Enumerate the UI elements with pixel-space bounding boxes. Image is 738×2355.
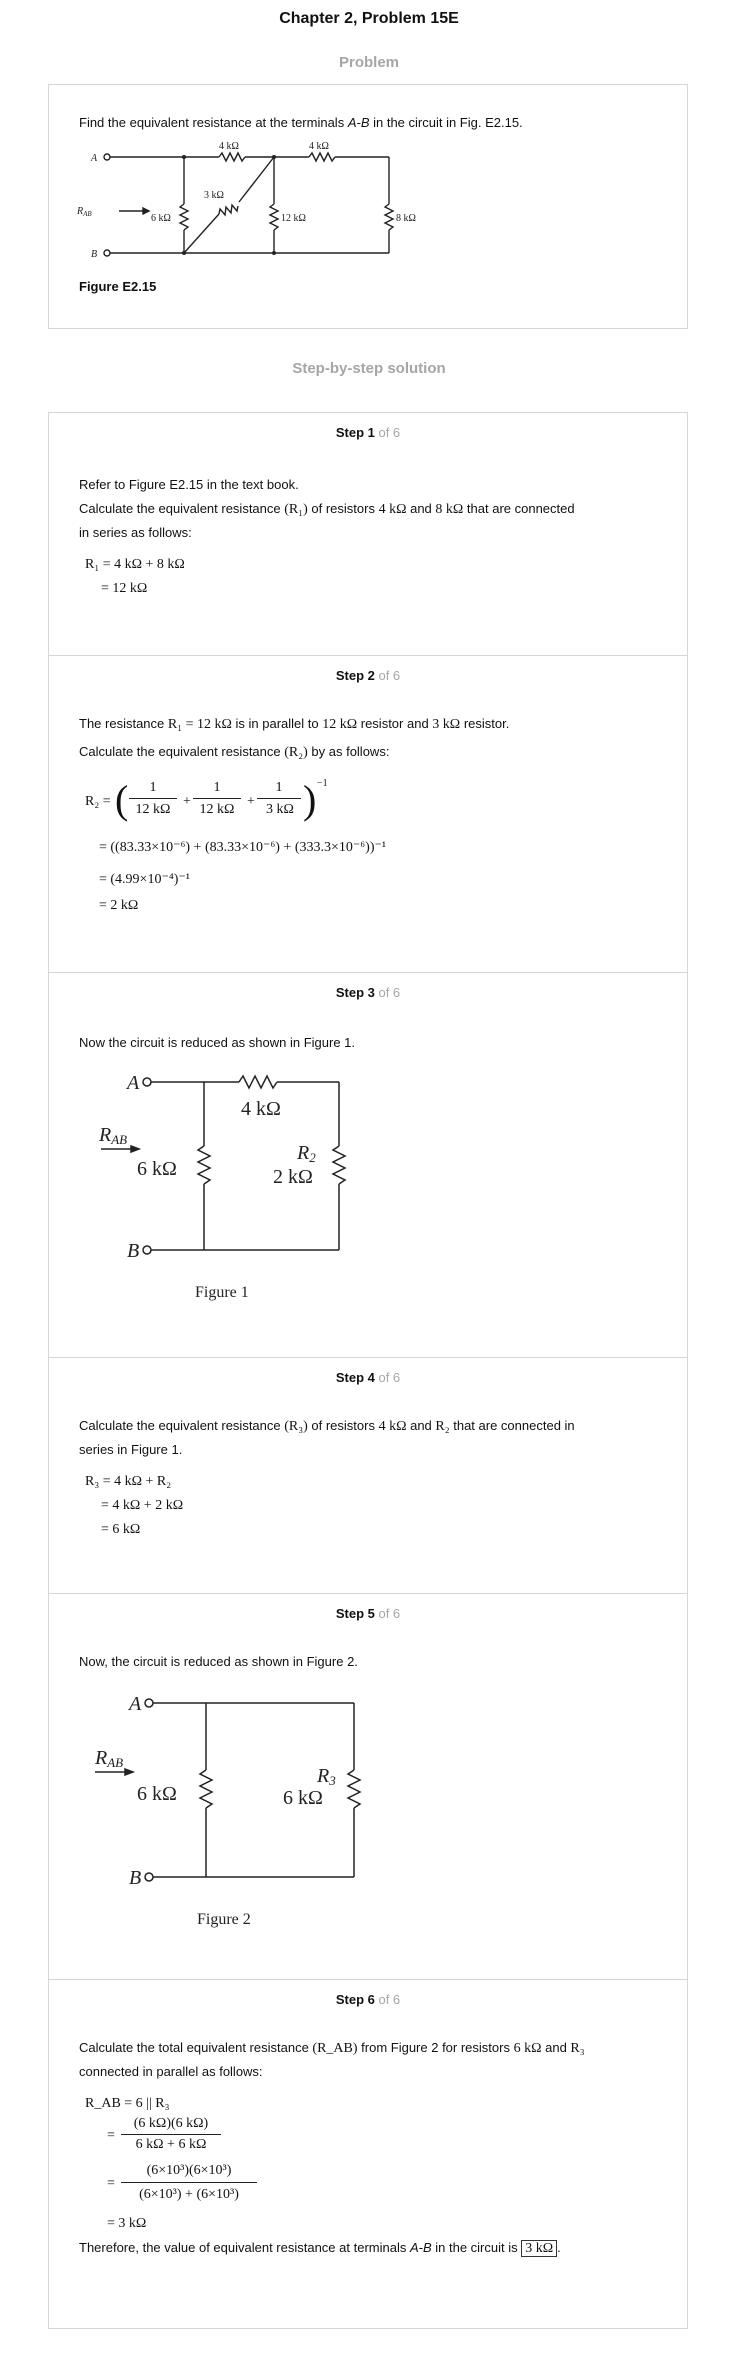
fig-r-4k-b: 4 kΩ bbox=[309, 141, 329, 152]
step-3-heading: Step 3 of 6 bbox=[335, 985, 401, 1000]
step-2-eq-2: = ((83.33×10⁻⁶) + (83.33×10⁻⁶) + (333.3×10⁻⁶))⁻¹ bbox=[99, 840, 387, 855]
fig1-r-6k: 6 kΩ bbox=[137, 1158, 177, 1180]
fig1-node-a: A bbox=[127, 1072, 140, 1094]
circuit-figure-1 bbox=[79, 1063, 379, 1313]
fig-r-12k: 12 kΩ bbox=[281, 213, 306, 224]
fig-r-3k: 3 kΩ bbox=[204, 190, 224, 201]
step-4-eq-1: R₃ = 4 kΩ + R₂ bbox=[85, 1474, 172, 1489]
step-4-eq-2: = 4 kΩ + 2 kΩ bbox=[101, 1498, 184, 1513]
step-2-heading: Step 2 of 6 bbox=[335, 668, 401, 683]
step-6-conclusion: Therefore, the value of equivalent resistance at terminals A-B in the circuit is 3 kΩ . bbox=[79, 2240, 561, 2256]
solution-heading: Step-by-step solution bbox=[292, 360, 446, 377]
step-6-eq-3: = (6×10³)(6×10³) (6×10³) + (6×10³) bbox=[107, 2160, 327, 2208]
fig1-r2-label: R2 bbox=[297, 1142, 316, 1165]
fig-rab-label: $R_{AB}$ bbox=[77, 206, 92, 218]
fig1-rab: RAB bbox=[99, 1124, 128, 1147]
fig1-caption: Figure 1 bbox=[195, 1284, 249, 1301]
step-6-box bbox=[48, 1979, 688, 2329]
step-1-text-2: Calculate the equivalent resistance (R₁) of resistors 4 kΩ and 8 kΩ that are connected bbox=[79, 501, 575, 517]
step-2-eq-4: = 2 kΩ bbox=[99, 898, 139, 913]
step-1-eq-1: R₁ = 4 kΩ + 8 kΩ bbox=[85, 557, 185, 572]
step-1-text-3: in series as follows: bbox=[79, 525, 192, 540]
fig2-node-a: A bbox=[129, 1693, 142, 1715]
step-4-text-2: series in Figure 1. bbox=[79, 1442, 183, 1457]
step-5-box bbox=[48, 1593, 688, 1980]
step-1-heading: Step 1 of 6 bbox=[335, 425, 401, 440]
fig-r-6k: 6 kΩ bbox=[151, 213, 171, 224]
step-6-text-1: Calculate the total equivalent resistance (R_AB) from Figure 2 for resistors 6 kΩ and R₃ bbox=[79, 2040, 585, 2056]
step-1-box bbox=[48, 412, 688, 656]
step-6-eq-4: = 3 kΩ bbox=[107, 2216, 147, 2231]
fig-node-a: A bbox=[91, 153, 98, 164]
step-2-eq-3: = (4.99×10⁻⁴)⁻¹ bbox=[99, 872, 190, 887]
fig2-r3-value: 6 kΩ bbox=[283, 1787, 323, 1809]
fig-r-4k-a: 4 kΩ bbox=[219, 141, 239, 152]
step-3-text-1: Now the circuit is reduced as shown in Figure 1. bbox=[79, 1035, 356, 1050]
problem-text: Find the equivalent resistance at the terminals A-B in the circuit in Fig. E2.15. bbox=[79, 115, 523, 130]
fig2-rab: RAB bbox=[95, 1747, 124, 1770]
step-2-box: Step 2 of 6 The resistance R₁ = 12 kΩ is in parallel to 12 kΩ resistor and 3 kΩ resistor. Calculate the equivalent resistance (R₂) by as follows: R₂ = ( 1 12 kΩ + 1 12 kΩ + 1 3 kΩ ) −1 = ((83.33×10⁻⁶) + (83.33×10⁻⁶) + (333.3×10⁻⁶))⁻¹ = (4.99×10⁻⁴)⁻¹ = 2 kΩ bbox=[48, 655, 688, 973]
step-6-heading: Step 6 of 6 bbox=[335, 1992, 401, 2007]
step-6-eq-1: R_AB = 6 || R₃ bbox=[85, 2096, 170, 2111]
fig2-r3-label: R3 bbox=[317, 1765, 336, 1788]
fig1-node-b: B bbox=[127, 1240, 140, 1262]
step-1-text-1: Refer to Figure E2.15 in the text book. bbox=[79, 477, 299, 492]
fig-r-8k: 8 kΩ bbox=[396, 213, 416, 224]
fig1-r2-value: 2 kΩ bbox=[273, 1166, 313, 1188]
figure-caption: Figure E2.15 bbox=[79, 279, 157, 294]
fig1-r-4k: 4 kΩ bbox=[241, 1098, 281, 1120]
page-title: Chapter 2, Problem 15E bbox=[279, 10, 459, 27]
fig2-node-b: B bbox=[129, 1867, 142, 1889]
step-2-text-1: The resistance R₁ = 12 kΩ is in parallel to 12 kΩ resistor and 3 kΩ resistor. bbox=[79, 716, 510, 732]
problem-heading: Problem bbox=[338, 54, 399, 71]
final-answer-box: 3 kΩ bbox=[521, 2240, 557, 2257]
step-4-heading: Step 4 of 6 bbox=[335, 1370, 401, 1385]
step-4-eq-3: = 6 kΩ bbox=[101, 1522, 141, 1537]
problem-box bbox=[48, 84, 688, 329]
circuit-figure-e2-15 bbox=[69, 139, 416, 263]
step-1-eq-2: = 12 kΩ bbox=[101, 581, 148, 596]
circuit-figure-2 bbox=[79, 1684, 379, 1944]
step-5-text-1: Now, the circuit is reduced as shown in Figure 2. bbox=[79, 1654, 358, 1669]
step-4-box bbox=[48, 1357, 688, 1594]
step-2-text-2: Calculate the equivalent resistance (R₂) by as follows: bbox=[79, 744, 390, 760]
step-6-eq-2: = (6 kΩ)(6 kΩ) 6 kΩ + 6 kΩ bbox=[107, 2114, 307, 2158]
fig-node-b: B bbox=[91, 249, 98, 260]
fig2-r-6k: 6 kΩ bbox=[137, 1783, 177, 1805]
step-3-box bbox=[48, 972, 688, 1358]
step-5-heading: Step 5 of 6 bbox=[335, 1606, 401, 1621]
fig2-caption: Figure 2 bbox=[197, 1911, 251, 1928]
step-4-text-1: Calculate the equivalent resistance (R₃) of resistors 4 kΩ and R₂ that are connected in bbox=[79, 1418, 575, 1434]
step-6-text-2: connected in parallel as follows: bbox=[79, 2064, 263, 2079]
